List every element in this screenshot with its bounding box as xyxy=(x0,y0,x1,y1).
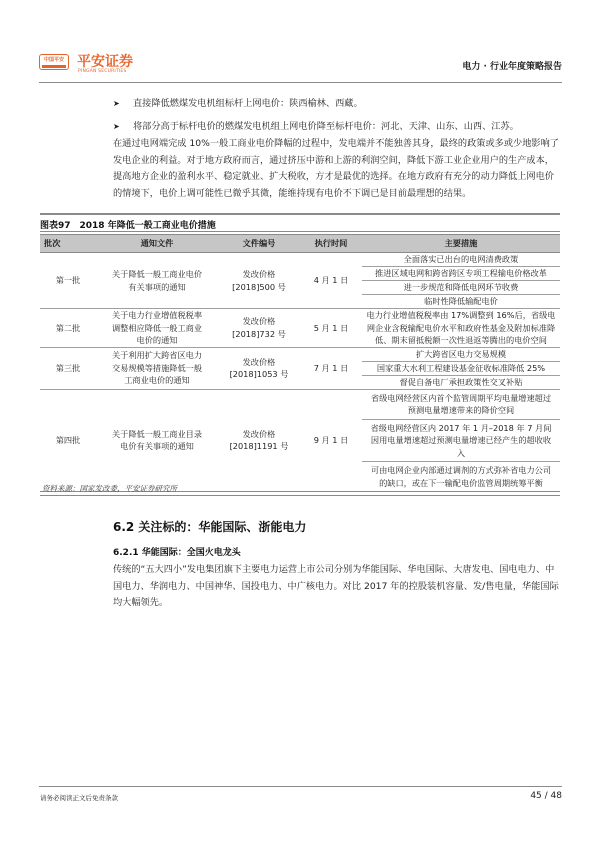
measure-cell: 可由电网企业内部通过调剂的方式弥补省电力公司的缺口，或在下一输配电价监管周期统筹平衡 xyxy=(362,462,560,492)
col-header-doc: 通知文件 xyxy=(96,235,218,253)
doc-cell: 关于降低一般工商业电价有关事项的通知 xyxy=(96,253,218,309)
brand-name: 平安证券 xyxy=(77,54,133,70)
measure-cell: 省级电网经营区内首个监管周期平均电量增速超过预测电量增速带来的降价空间 xyxy=(362,389,560,419)
brand-name-en: PINGAN SECURITIES xyxy=(78,69,127,74)
measures-table xyxy=(40,234,560,492)
footer-divider xyxy=(39,786,562,787)
doc-cell: 关于利用扩大跨省区电力交易规模等措施降低一般工商业电价的通知 xyxy=(96,347,218,389)
col-header-measures: 主要措施 xyxy=(362,235,560,253)
table-row xyxy=(40,253,560,267)
date-cell: 5 月 1 日 xyxy=(300,309,362,348)
number-cell: 发改价格 [2018]1191 号 xyxy=(218,389,300,492)
figure-top-rule xyxy=(40,213,560,215)
col-header-number: 文件编号 xyxy=(218,235,300,253)
bullet-text: 直接降低燃煤发电机组标杆上网电价：陕西榆林、西藏。 xyxy=(133,98,363,109)
bullet-text: 将部分高于标杆电价的燃煤发电机组上网电价降至标杆电价：河北、天津、山东、山西、江苏。 xyxy=(133,121,519,132)
measure-cell: 省级电网经营区内 2017 年 1 月–2018 年 7 月间因用电量增速超过预测电量增速已经产生的超收收入 xyxy=(362,419,560,462)
date-cell: 4 月 1 日 xyxy=(300,253,362,309)
logo-bar xyxy=(42,65,66,68)
header-divider xyxy=(39,82,562,83)
subsection-heading: 6.2.1 华能国际：全国火电龙头 xyxy=(113,548,241,558)
figure-title: 图表97 2018 年降低一般工商业电价措施 xyxy=(40,221,216,231)
logo-small-text: 中国平安 xyxy=(43,57,64,63)
figure-title-rule xyxy=(40,231,560,232)
batch-cell: 第二批 xyxy=(40,309,96,348)
arrow-bullet-icon: ➤ xyxy=(113,99,120,108)
page-header xyxy=(39,48,562,82)
bullet-item xyxy=(113,118,519,132)
doc-cell: 关于降低一般工商业目录电价有关事项的通知 xyxy=(96,389,218,492)
doc-cell: 关于电力行业增值税税率调整相应降低一般工商业电价的通知 xyxy=(96,309,218,348)
source-rule xyxy=(40,495,560,496)
measure-cell: 扩大跨省区电力交易规模 xyxy=(362,347,560,361)
table-row xyxy=(40,389,560,419)
number-cell: 发改价格 [2018]1053 号 xyxy=(218,347,300,389)
measure-cell: 进一步规范和降低电网环节收费 xyxy=(362,281,560,295)
disclaimer-text: 请务必阅读正文后免责条款 xyxy=(40,794,118,802)
batch-cell: 第四批 xyxy=(40,389,96,492)
arrow-bullet-icon: ➤ xyxy=(113,122,120,131)
measure-cell: 全面落实已出台的电网清费政策 xyxy=(362,253,560,267)
measure-cell: 推进区域电网和跨省跨区专项工程输电价格改革 xyxy=(362,267,560,281)
section-paragraph: 传统的“五大四小”发电集团旗下主要电力运营上市公司分别为华能国际、华电国际、大唐发电、国电电力、中国电力、华润电力、中国神华、国投电力、中广核电力。对比 2017 年的控股装机容量、发/售电量，华能国际均大幅领先。 xyxy=(113,564,559,608)
ping-an-group-logo xyxy=(39,54,69,70)
report-title: 电力 · 行业年度策略报告 xyxy=(462,62,562,72)
date-cell: 9 月 1 日 xyxy=(300,389,362,492)
measure-cell: 临时性降低输配电价 xyxy=(362,295,560,309)
batch-cell: 第三批 xyxy=(40,347,96,389)
table-row xyxy=(40,347,560,361)
table-header-row xyxy=(40,235,560,253)
batch-cell: 第一批 xyxy=(40,253,96,309)
body-paragraph: 在通过电网端完成 10%一般工商业电价降幅的过程中，发电端并不能独善其身，最终的政策或多或少地影响了发电企业的利益。对于地方政府而言，通过挤压中游和上游的利润空间，降低下游工业企业用户的生产成本，提高地方企业的盈利水平、稳定就业、扩大税收，方才是最优的选择。在地方政府有充分的动力降低上网电价的情境下，电价上调可能性已微乎其微，能维持现有电价不下调已是目前最理想的结果。 xyxy=(113,138,559,199)
measure-cell: 电力行业增值税税率由 17%调整到 16%后，省级电网企业含税输配电价水平和政府性基金及附加标准降低、期末留抵税额一次性退返等腾出的电价空间 xyxy=(362,309,560,348)
page-number: 45 / 48 xyxy=(530,791,562,801)
col-header-batch: 批次 xyxy=(40,235,96,253)
bullet-item xyxy=(113,95,363,109)
measure-cell: 督促自备电厂承担政策性交叉补贴 xyxy=(362,375,560,389)
figure-source: 资料来源：国家发改委，平安证券研究所 xyxy=(42,484,177,493)
number-cell: 发改价格 [2018]500 号 xyxy=(218,253,300,309)
date-cell: 7 月 1 日 xyxy=(300,347,362,389)
section-heading: 6.2 关注标的：华能国际、浙能电力 xyxy=(113,520,307,534)
number-cell: 发改价格 [2018]732 号 xyxy=(218,309,300,348)
table-row xyxy=(40,309,560,348)
measure-cell: 国家重大水利工程建设基金征收标准降低 25% xyxy=(362,361,560,375)
col-header-date: 执行时间 xyxy=(300,235,362,253)
